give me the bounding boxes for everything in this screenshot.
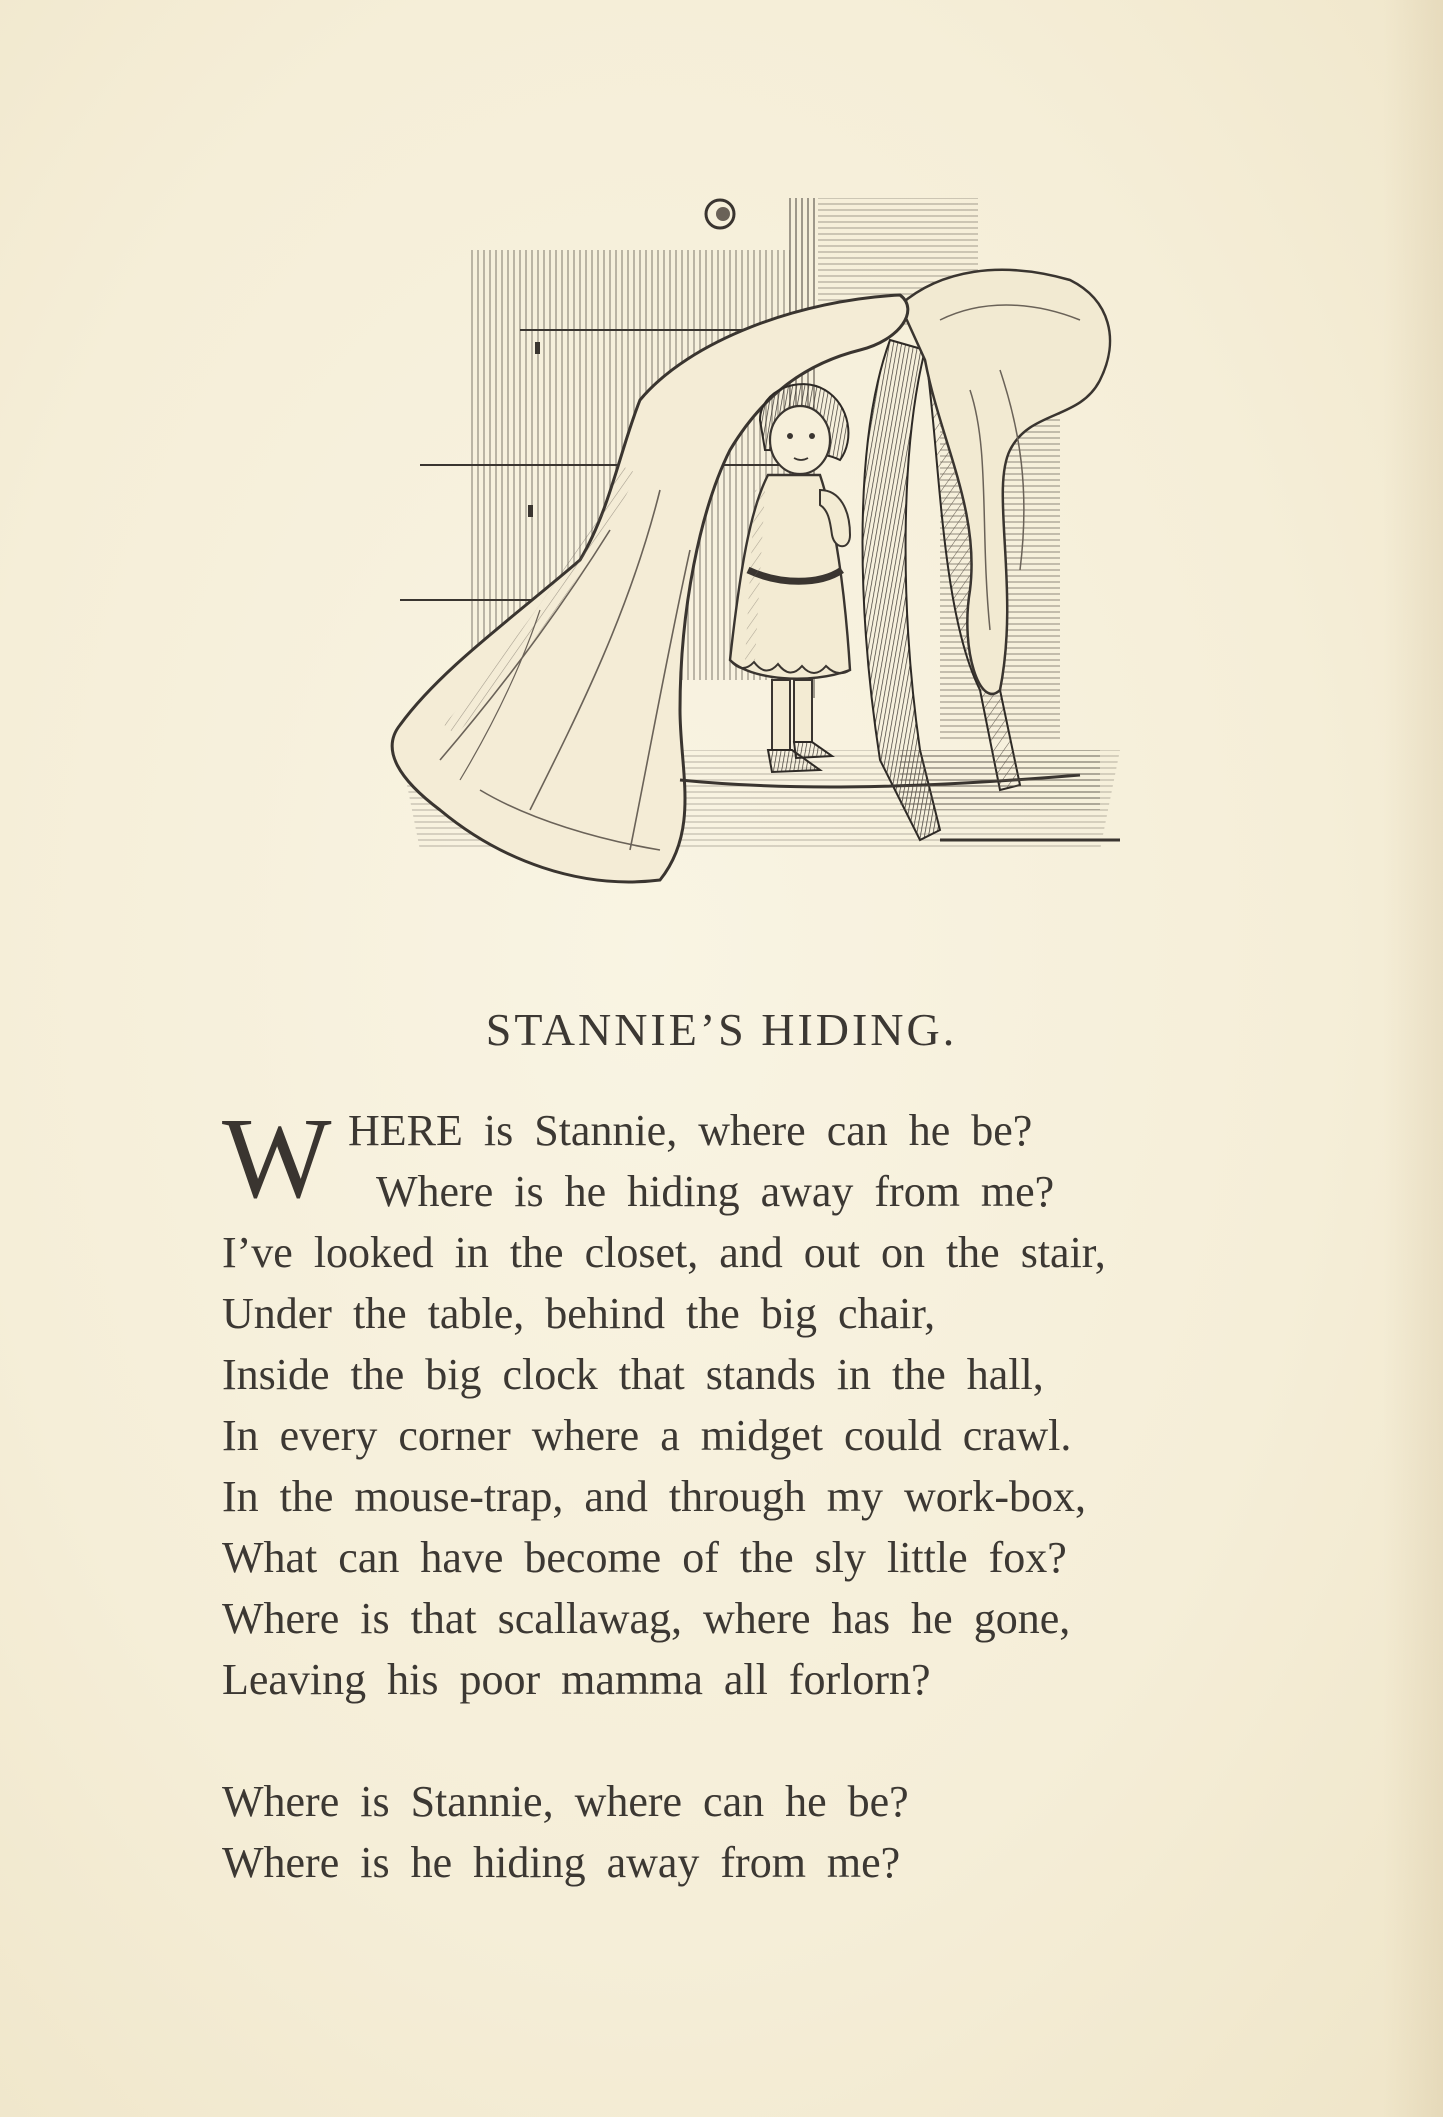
illustration-child-hiding-under-cloth <box>380 190 1120 920</box>
drop-cap-letter: W <box>222 1095 332 1223</box>
poem-line: In every corner where a midget could crawl. <box>222 1411 1072 1460</box>
poem-line: Where is that scallawag, where has he gone, <box>222 1594 1071 1643</box>
poem-line: Under the table, behind the big chair, <box>222 1289 936 1338</box>
refrain-line: Where is he hiding away from me? <box>222 1838 901 1887</box>
poem-line: In the mouse-trap, and through my work-box, <box>222 1472 1087 1521</box>
poem-line: Where is he hiding away from me? <box>376 1167 1055 1216</box>
poem-line: HERE is Stannie, where can he be? <box>348 1106 1033 1155</box>
poem-body <box>222 1095 1342 1893</box>
poem-line: Inside the big clock that stands in the hall, <box>222 1350 1044 1399</box>
poem-title: STANNIE’S HIDING. <box>485 1004 958 1055</box>
stanza-break <box>222 1710 1342 1771</box>
poem-line: What can have become of the sly little fox? <box>222 1533 1067 1582</box>
refrain-line: Where is Stannie, where can he be? <box>222 1777 909 1826</box>
door-knob-icon <box>706 200 734 228</box>
poem-line: Leaving his poor mamma all forlorn? <box>222 1655 931 1704</box>
poem-line: I’ve looked in the closet, and out on the stair, <box>222 1228 1106 1277</box>
